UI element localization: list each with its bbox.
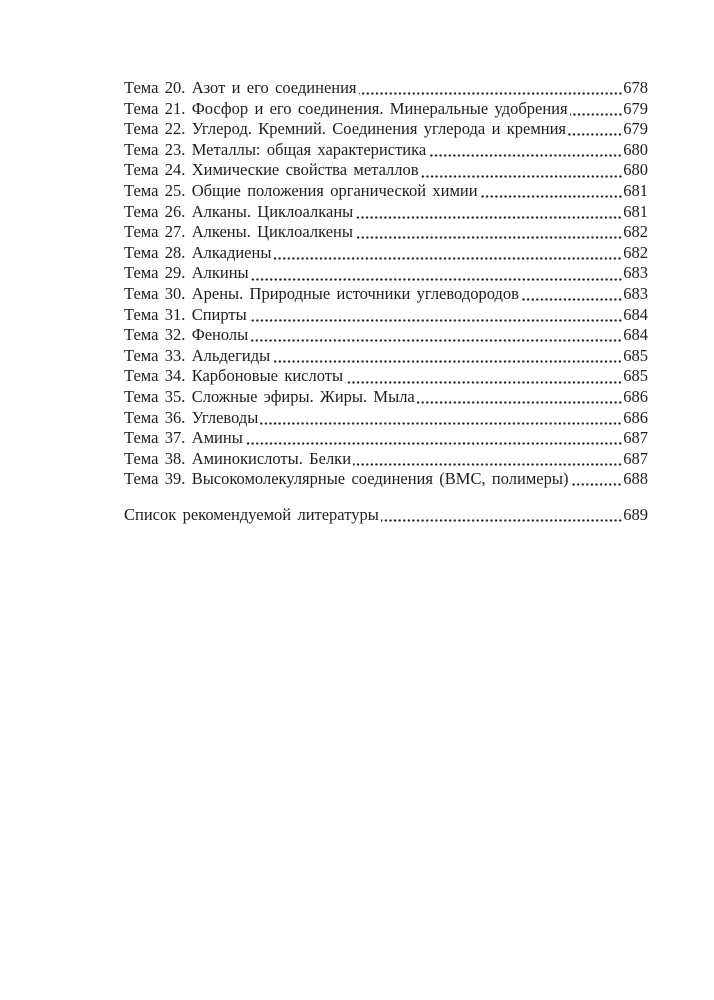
dot-leader (568, 119, 622, 140)
dot-leader (272, 346, 622, 367)
toc-entry-label: Тема 23. Металлы: общая характеристика (124, 139, 427, 159)
dot-leader (260, 408, 622, 429)
toc-entry-label: Тема 22. Углерод. Кремний. Соединения углерода и кремния (124, 119, 567, 139)
toc-entry-page: 681 (623, 201, 648, 221)
dot-leader (381, 505, 622, 526)
toc-entry-page: 680 (623, 139, 648, 159)
toc-entry-label: Тема 25. Общие положения органической химии (124, 180, 478, 200)
dot-leader (245, 428, 622, 449)
toc-entry-page: 685 (623, 366, 648, 386)
toc-entry-label: Тема 28. Алкадиены (124, 242, 272, 262)
dot-leader (353, 449, 622, 470)
toc-entry (124, 284, 648, 305)
toc-entry (124, 428, 648, 449)
toc-entry (124, 449, 648, 470)
toc-entry-page: 680 (623, 160, 648, 180)
toc-entry-label: Тема 33. Альдегиды (124, 345, 271, 365)
toc-entry (124, 366, 648, 387)
dot-leader (570, 469, 622, 490)
toc-entry-page: 681 (623, 180, 648, 200)
toc-entry-label: Тема 36. Углеводы (124, 407, 259, 427)
toc-entry-label: Тема 32. Фенолы (124, 325, 249, 345)
toc-entry-page: 678 (623, 78, 648, 97)
dot-leader (359, 78, 623, 99)
toc-entry-label: Список рекомендуемой литературы (124, 504, 379, 524)
toc-entry-page: 687 (623, 428, 648, 448)
toc-entry (124, 160, 648, 181)
toc-entry-page: 683 (623, 263, 648, 283)
toc-entry-page: 679 (623, 119, 648, 139)
toc-entry (124, 99, 648, 120)
dot-leader (273, 243, 622, 264)
dot-leader (570, 99, 623, 120)
dot-leader (251, 263, 623, 284)
toc-entry-label: Тема 39. Высокомолекулярные соединения (ВМС, полимеры) (124, 469, 569, 489)
toc-entry-page: 684 (623, 325, 648, 345)
toc-entry (124, 325, 648, 346)
toc-entry-label: Тема 27. Алкены. Циклоалкены (124, 222, 353, 242)
toc-entry (124, 119, 648, 140)
toc-entry (124, 181, 648, 202)
toc-entry-page: 689 (623, 504, 648, 524)
toc-entry-page: 686 (623, 386, 648, 406)
toc-entry-label: Тема 31. Спирты (124, 304, 247, 324)
toc-entry (124, 387, 648, 408)
toc-entry (124, 78, 648, 99)
dot-leader (345, 366, 622, 387)
toc-entry-label: Тема 30. Арены. Природные источники углеводородов (124, 283, 519, 303)
table-of-contents (124, 78, 648, 525)
toc-entry-label: Тема 37. Амины (124, 428, 243, 448)
dot-leader (355, 222, 622, 243)
toc-entry-page: 687 (623, 448, 648, 468)
toc-entry-page: 683 (623, 283, 648, 303)
toc-entry (124, 243, 648, 264)
toc-entry-label: Тема 29. Алкины (124, 263, 249, 283)
toc-entry-label: Тема 34. Карбоновые кислоты (124, 366, 344, 386)
toc-entry-page: 682 (623, 242, 648, 262)
toc-entry-page: 684 (623, 304, 648, 324)
toc-entry-page: 679 (623, 98, 648, 118)
dot-leader (355, 202, 622, 223)
toc-entry-label: Тема 26. Алканы. Циклоалканы (124, 201, 354, 221)
toc-entry-page: 685 (623, 345, 648, 365)
toc-entry-label: Тема 21. Фосфор и его соединения. Минеральные удобрения (124, 98, 568, 118)
toc-entry (124, 263, 648, 284)
dot-leader (421, 160, 623, 181)
toc-entry-page: 682 (623, 222, 648, 242)
toc-entry-page: 686 (623, 407, 648, 427)
dot-leader (249, 305, 623, 326)
toc-entry-page: 688 (623, 469, 648, 489)
toc-entry-label: Тема 20. Азот и его соединения (124, 78, 357, 97)
toc-entry (124, 305, 648, 326)
toc-entry-label: Тема 24. Химические свойства металлов (124, 160, 419, 180)
toc-entry (124, 408, 648, 429)
dot-leader (480, 181, 623, 202)
toc-entry (124, 346, 648, 367)
toc-entry (124, 202, 648, 223)
toc-entry (124, 140, 648, 161)
dot-leader (250, 325, 622, 346)
dot-leader (417, 387, 622, 408)
toc-entry-label: Тема 35. Сложные эфиры. Жиры. Мыла (124, 386, 415, 406)
dot-leader (428, 140, 622, 161)
toc-entry (124, 222, 648, 243)
toc-entry-label: Тема 38. Аминокислоты. Белки (124, 448, 352, 468)
toc-entry (124, 469, 648, 490)
toc-entry-bibliography (124, 505, 648, 526)
dot-leader (521, 284, 622, 305)
